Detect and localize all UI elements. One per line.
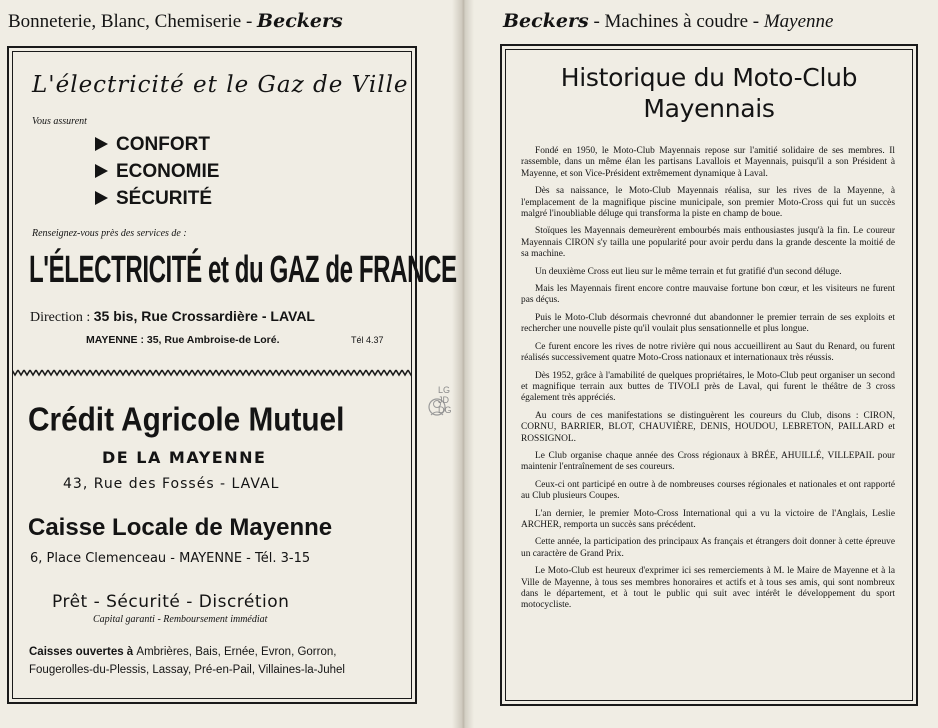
direction-label: Direction : [30, 310, 94, 325]
article-body [521, 146, 895, 618]
caisse-locale-title: Caisse Locale de Mayenne [28, 514, 333, 541]
caisses-open-label: Caisses ouvertes à [29, 646, 137, 658]
credit-agricole-address: 43, Rue des Fossés - LAVAL [63, 476, 280, 492]
stamp-line: JD [438, 395, 449, 405]
electricite-ad-direction [30, 308, 315, 326]
article-paragraph: Fondé en 1950, le Moto-Club Mayennais repose sur l'amitié solidaire de ses membres. Il rassemble, dans un même élan les partisans Lavallois et Mayennais, puisqu'il a son Président à Mayenne, et son Vice-Président extrêmement dynamique à Laval. [521, 146, 895, 179]
bullet-label: CONFORT [116, 134, 210, 155]
bullet-item [95, 134, 210, 156]
page-gutter [452, 0, 474, 728]
left-header-brand: Beckers [257, 10, 343, 32]
article-paragraph: Stoïques les Mayennais demeurèrent embourbés mais enthousiastes jusqu'à la fin. Le coureur Mayennais CIRON s'y tailla une popularité pour avoir perdu dans la grande descente la moitié de sa machine. [521, 226, 895, 260]
article-title [505, 62, 913, 124]
arrow-bullet-icon [95, 137, 108, 151]
credit-capital-note: Capital garanti - Remboursement immédiat [93, 614, 268, 625]
electricite-ad-mayenne-address: MAYENNE : 35, Rue Ambroise-de Loré. [86, 334, 280, 346]
caisses-open-towns-1: Ambrières, Bais, Ernée, Evron, Gorron, [136, 646, 337, 658]
electricite-ad-phone: Tél 4.37 [351, 335, 384, 345]
bullet-label: SÉCURITÉ [116, 188, 213, 209]
article-paragraph: Ceux-ci ont participé en outre à de nombreuses courses régionales et nationales et ont rapporté au Club plusieurs Coupes. [521, 479, 895, 502]
electricite-ad-title: L'électricité et le Gaz de Ville [32, 72, 409, 98]
article-paragraph: Puis le Moto-Club désormais chevronné dut abandonner le premier terrain de ses exploits et rechercher une nouvelle piste qu'il voulait plus sensationnelle et plus longue. [521, 312, 895, 335]
caisses-open-line-2: Fougerolles-du-Plessis, Lassay, Pré-en-Pail, Villaines-la-Juhel [29, 664, 345, 676]
electricite-ad-note: Renseignez-vous près des services de : [32, 228, 187, 239]
credit-agricole-subtitle: DE LA MAYENNE [102, 448, 267, 467]
right-header-text: - Machines à coudre - [588, 11, 764, 32]
article-paragraph: Ce furent encore les rives de notre rivière qui nous accueillirent au Saut du Renard, ou furent réalisés successivement quatre Moto-Cross nationaux et internationaux très réussis. [521, 341, 895, 364]
article-title-line-1: Historique du Moto-Club [560, 63, 858, 92]
article-paragraph: L'an dernier, le premier Moto-Cross International qui a vu la victoire de l'Anglais, Leslie ARCHER, remporta un succès sans précédent. [521, 508, 895, 530]
article-paragraph: Le Moto-Club est heureux d'exprimer ici ses remerciements à M. le Maire de Mayenne et à la Ville de Mayenne, à tous ses membres honoraires et actifs et à tous ses amis, qui sont nombreux dans le département, et à tout le public qui suit avec intérêt le développement du sport motocycliste. [521, 566, 895, 611]
stamp-line: LG [438, 385, 451, 395]
left-running-header [8, 10, 343, 33]
direction-address: 35 bis, Rue Crossardière - LAVAL [93, 308, 315, 324]
caisses-open-line-1 [29, 646, 336, 658]
stamp-line: DG [438, 405, 452, 415]
article-paragraph: Cette année, la participation des principaux As français et étrangers doit donner à cette épreuve un caractère de Grand Prix. [521, 537, 895, 559]
article-title-line-2: Mayennais [643, 94, 775, 123]
bullet-label: ECONOMIE [116, 161, 220, 182]
credit-slogan: Prêt - Sécurité - Discrétion [52, 592, 290, 612]
right-header-town: Mayenne [763, 11, 834, 32]
decorative-separator [12, 368, 412, 377]
left-header-text: Bonneterie, Blanc, Chemiserie - [8, 11, 258, 32]
article-paragraph: Mais les Mayennais firent encore contre mauvaise fortune bon cœur, et les visiteurs ne furent pas déçus. [521, 284, 895, 306]
arrow-bullet-icon [95, 164, 108, 178]
article-paragraph: Dès 1952, grâce à l'amabilité de quelques propriétaires, le Moto-Club peut organiser un second et magnifique terrain aux buttes de TIVOLI près de Laval, qui furent le théâtre de 3 cross également très appréciés. [521, 370, 895, 404]
article-paragraph: Le Club organise chaque année des Cross régionaux à BRÉE, AHUILLÉ, VILLEPAIL pour maintenir l'entraînement de ses coureurs. [521, 450, 895, 473]
credit-agricole-title: Crédit Agricole Mutuel [28, 400, 345, 438]
bullet-item [95, 161, 219, 183]
article-paragraph: Au cours de ces manifestations se distinguèrent les coureurs du Club, disons : CIRON, CORNU, BARRIER, BLOT, CHAUVIÈRE, DENIS, HOUDOU, LEBRETON, PAILLARD et ROSSIGNOL. [521, 410, 895, 444]
article-paragraph: Dès sa naissance, le Moto-Club Mayennais réalisa, sur les rives de la Mayenne, à l'emplacement de la magnifique piscine municipale, son premier Moto-Cross qui fut un succès malgré l'inoubliable déluge qui transforma la piste en champ de boue. [521, 186, 895, 220]
bullet-item [95, 188, 212, 210]
electricite-ad-brand: L'ÉLECTRICITÉ et du GAZ de FRANCE [29, 248, 457, 290]
caisse-locale-address: 6, Place Clemenceau - MAYENNE - Tél. 3-15 [30, 551, 311, 566]
article-paragraph: Un deuxième Cross eut lieu sur le même terrain et fut gratifié d'un second déluge. [535, 266, 842, 277]
right-header-brand: Beckers [503, 10, 589, 32]
arrow-bullet-icon [95, 191, 108, 205]
library-stamp-text [438, 385, 452, 415]
right-running-header [503, 10, 833, 33]
electricite-ad-intro: Vous assurent [32, 116, 87, 127]
